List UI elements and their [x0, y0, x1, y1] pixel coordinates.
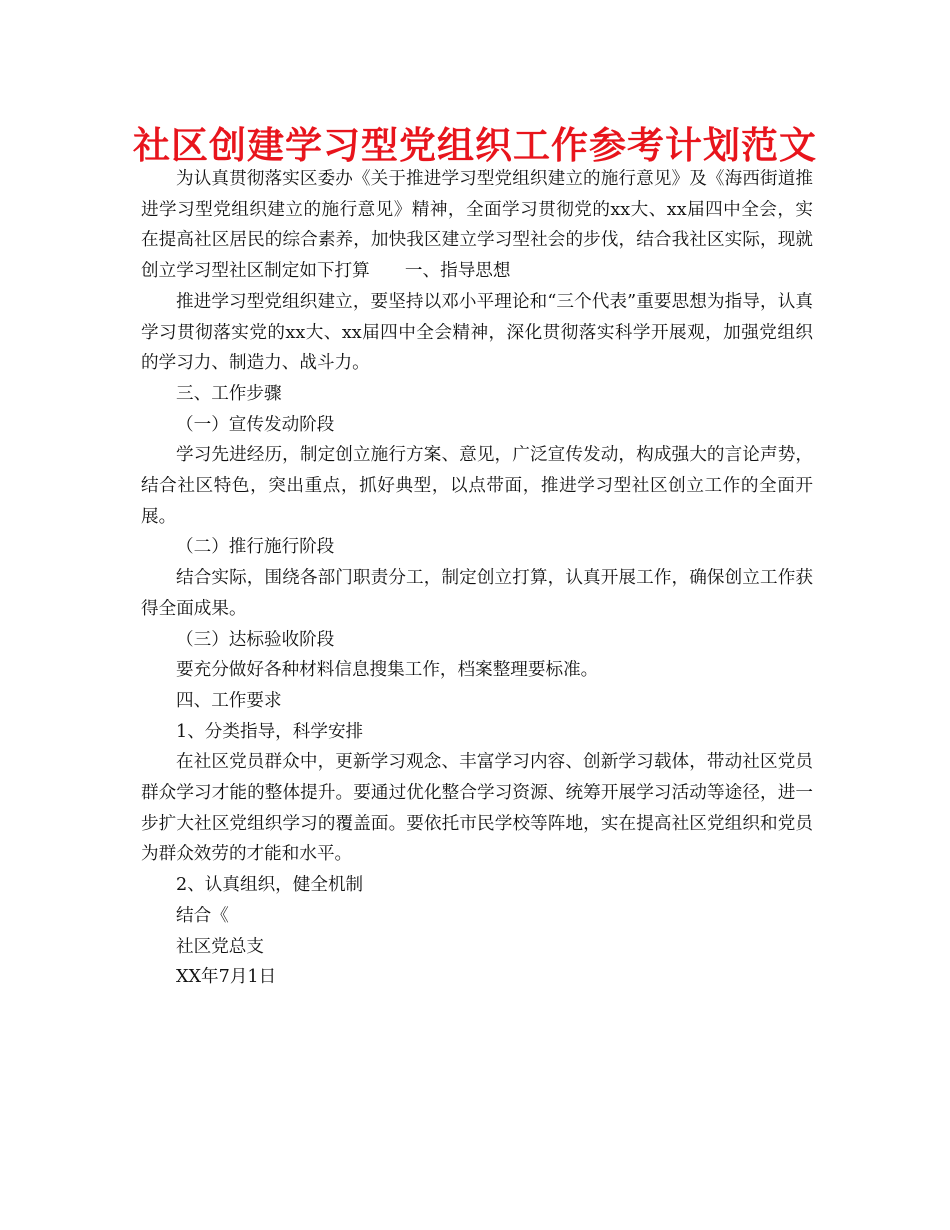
subheading-requirement-2: 2、认真组织，健全机制 — [176, 875, 364, 896]
paragraph-requirement-1: 在社区党员群众中，更新学习观念、丰富学习内容、创新学习载体，带动社区党员群众学习才能的整体提升。要通过优化整合学习资源、统筹开展学习活动等途径，进一步扩大社区党组织学习的覆盖面。要依托市民学校等阵地，实在提高社区党组织和党员为群众效劳的才能和水平。 — [141, 752, 813, 865]
subheading-publicity-stage: （一）宣传发动阶段 — [176, 414, 335, 435]
signature-date: XX年7月1日 — [176, 967, 277, 988]
paragraph-intro: 为认真贯彻落实区委办《关于推进学习型党组织建立的施行意见》及《海西街道推进学习型党组织建立的施行意见》精神，全面学习贯彻党的xx大、xx届四中全会，实在提高社区居民的综合素养，加快我区建立学习型社会的步伐，结合我社区实际，现就创立学习型社区制定如下打算 一、指导思想 — [141, 169, 813, 282]
paragraph-acceptance-stage: 要充分做好各种材料信息搜集工作，档案整理要标准。 — [176, 660, 599, 681]
heading-work-requirements: 四、工作要求 — [176, 690, 282, 711]
paragraph-implementation-stage: 结合实际，围绕各部门职责分工，制定创立打算，认真开展工作，确保创立工作获得全面成果。 — [141, 568, 813, 619]
heading-work-steps: 三、工作步骤 — [176, 383, 282, 404]
paragraph-publicity-stage: 学习先进经历，制定创立施行方案、意见，广泛宣传发动，构成强大的言论声势，结合社区特色，突出重点，抓好典型，以点带面，推进学习型社区创立工作的全面开展。 — [141, 445, 813, 527]
subheading-acceptance-stage: （三）达标验收阶段 — [176, 629, 335, 650]
paragraph-guiding-thought: 推进学习型党组织建立，要坚持以邓小平理论和“三个代表”重要思想为指导，认真学习贯彻落实党的xx大、xx届四中全会精神，深化贯彻落实科学开展观，加强党组织的学习力、制造力、战斗力。 — [141, 291, 813, 374]
subheading-requirement-1: 1、分类指导，科学安排 — [176, 721, 364, 742]
paragraph-requirement-2: 结合《 — [176, 905, 229, 926]
signature-organization: 社区党总支 — [176, 936, 264, 957]
document-body — [141, 164, 813, 993]
subheading-implementation-stage: （二）推行施行阶段 — [176, 537, 335, 558]
document-title: 社区创建学习型党组织工作参考计划范文 — [133, 124, 817, 167]
